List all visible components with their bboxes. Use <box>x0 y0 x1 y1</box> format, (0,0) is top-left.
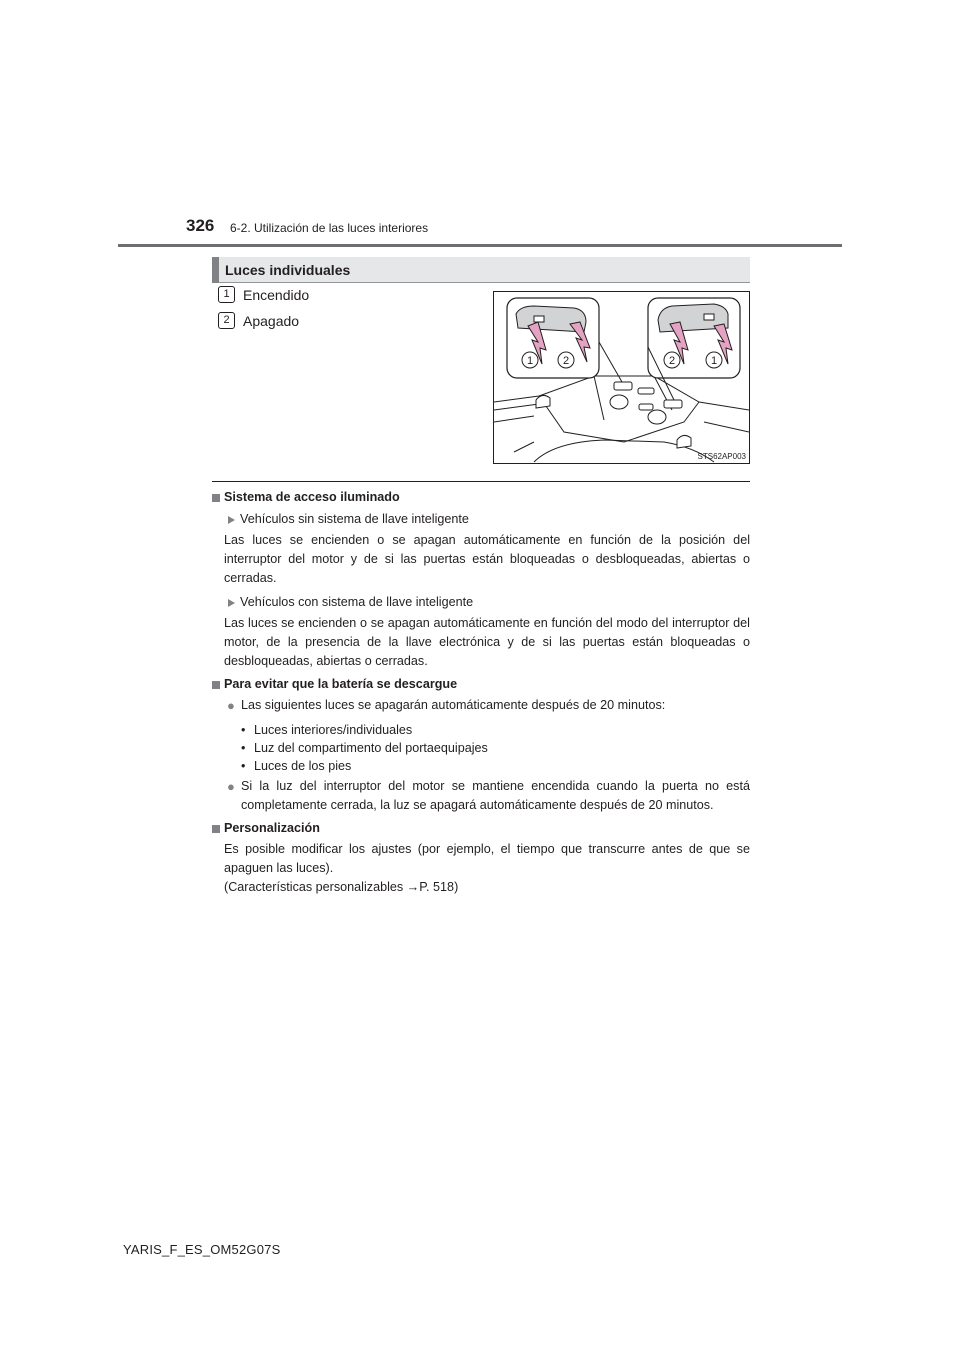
individual-lights-figure <box>493 291 750 464</box>
sub-heading-smart-key: Vehículos con sistema de llave inteligente <box>212 593 750 612</box>
figure-label-left-1: 1 <box>526 355 534 367</box>
customization-page-reference: (Características personalizables →P. 518) <box>224 880 459 894</box>
section-heading-customization: Personalización <box>212 819 750 838</box>
round-bullet-icon: ● <box>227 779 235 794</box>
section-heading-battery: Para evitar que la batería se descargue <box>212 675 750 694</box>
figure-label-right-2: 2 <box>668 355 676 367</box>
square-bullet-icon <box>212 494 220 502</box>
header-divider <box>118 244 842 247</box>
triangle-bullet-icon <box>228 599 235 607</box>
list-item: • Luz del compartimento del portaequipajes <box>241 741 488 755</box>
subsection-title: Luces individuales <box>225 262 351 278</box>
sub-heading-no-smart-key: Vehículos sin sistema de llave inteligente <box>212 510 750 529</box>
overhead-console-illustration <box>494 292 749 463</box>
figure-label-right-1: 1 <box>710 355 718 367</box>
section-reference: 6-2. Utilización de las luces interiores <box>230 221 429 235</box>
square-bullet-icon <box>212 681 220 689</box>
paragraph-no-smart-key: Las luces se encienden o se apagan automáticamente en función de la posición del interruptor del motor y de si las puertas están bloqueadas o desbloqueadas, abiertas o cerradas. <box>224 533 750 585</box>
callout-label-on: Encendido <box>243 287 310 303</box>
document-code: YARIS_F_ES_OM52G07S <box>123 1242 281 1257</box>
list-item: • Luces interiores/individuales <box>241 723 413 737</box>
list-item: ● Si la luz del interruptor del motor se mantiene encendida cuando la puerta no está completamente cerrada, la luz se apagará automáticamente después de 20 minutos. <box>212 777 750 815</box>
content-body <box>212 488 750 897</box>
light-list <box>212 721 750 775</box>
callout-number-1: 1 <box>218 286 235 303</box>
figure-code: STS62AP003 <box>697 452 746 461</box>
subsection-heading <box>212 257 750 283</box>
triangle-bullet-icon <box>228 516 235 524</box>
paragraph-smart-key: Las luces se encienden o se apagan automáticamente en función del modo del interruptor del motor, de la presencia de la llave electrónica y de si las puertas están bloqueadas o desbloqueadas, abiertas o cerradas. <box>224 616 750 668</box>
round-bullet-icon: ● <box>227 698 235 713</box>
square-bullet-icon <box>212 825 220 833</box>
heading-accent-bar <box>212 257 219 283</box>
callout-label-off: Apagado <box>243 313 300 329</box>
section-heading-illuminated-entry: Sistema de acceso iluminado <box>212 488 750 507</box>
list-item: • Luces de los pies <box>241 759 352 773</box>
paragraph-customization: Es posible modificar los ajustes (por ejemplo, el tiempo que transcurre antes de que se apaguen las luces). <box>224 842 750 875</box>
page-number: 326 <box>186 216 215 235</box>
figure-label-left-2: 2 <box>562 355 570 367</box>
list-item: ● Las siguientes luces se apagarán automáticamente después de 20 minutos: <box>227 698 666 713</box>
callout-on <box>218 286 398 306</box>
callout-off <box>218 312 398 332</box>
section-divider <box>212 481 750 482</box>
callout-number-2: 2 <box>218 312 235 329</box>
